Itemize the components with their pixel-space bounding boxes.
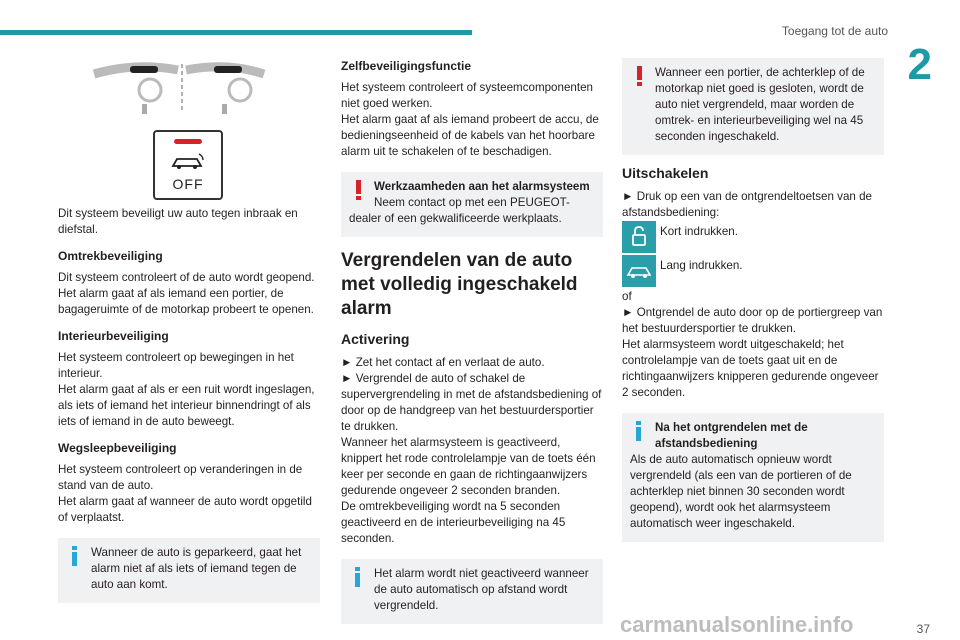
interior-text-2: Het alarm gaat af als er een ruit wordt ingeslagen, als iets of iemand het interieur binnendringt of als iets of iemand in de auto beweegt. bbox=[58, 383, 315, 428]
long-press-row bbox=[622, 255, 884, 289]
disable-step-2: ► Ontgrendel de auto door op de portiergreep van het bestuurdersportier te drukken. bbox=[622, 306, 883, 335]
warning-note bbox=[341, 172, 603, 237]
interior-text-1: Het systeem controleert op bewegingen in het interieur. bbox=[58, 351, 294, 380]
warning-icon bbox=[630, 65, 648, 87]
alarm-off-button-illustration bbox=[153, 130, 223, 200]
info-note-3-text: Als de auto automatisch opnieuw wordt vergrendeld (als een van de portieren of de achterklep niet binnen 30 seconden wordt geopend), wordt ook het alarmsysteem automatisch weer ingeschakeld. bbox=[630, 453, 852, 530]
column-2 bbox=[341, 58, 603, 632]
disable-step-1: ► Druk op een van de ontgrendeltoetsen van de afstandsbediening: bbox=[622, 190, 872, 219]
info-icon bbox=[66, 545, 84, 567]
warning-icon bbox=[349, 179, 367, 201]
activation-step-2: ► Vergrendel de auto of schakel de supervergrendeling in met de afstandsbediening of door op de handgreep van het bestuurdersportier te drukken. bbox=[341, 372, 602, 433]
info-note-2 bbox=[341, 559, 603, 624]
long-press-label: Lang indrukken. bbox=[660, 259, 743, 272]
info-note-2-text: Het alarm wordt niet geactiveerd wanneer de auto automatisch op afstand wordt vergrendeld. bbox=[374, 567, 589, 612]
tow-text-1: Het systeem controleert op veranderingen in de stand van de auto. bbox=[58, 463, 303, 492]
info-note bbox=[58, 538, 320, 603]
info-icon bbox=[630, 420, 648, 442]
warning-note-2 bbox=[622, 58, 884, 155]
info-icon bbox=[349, 566, 367, 588]
disable-heading: Uitschakelen bbox=[622, 165, 709, 181]
car-alarm-icon bbox=[170, 152, 206, 172]
page-number: 37 bbox=[916, 622, 930, 636]
header-title: Toegang tot de auto bbox=[781, 24, 888, 38]
column-3 bbox=[622, 58, 884, 550]
short-press-label: Kort indrukken. bbox=[660, 225, 738, 238]
intro-text: Dit systeem beveiligt uw auto tegen inbraak en diefstal. bbox=[58, 207, 298, 236]
short-press-row bbox=[622, 221, 884, 255]
or-text: of bbox=[622, 290, 632, 303]
disable-text: Het alarmsysteem wordt uitgeschakeld; het controlelampje van de toets gaat uit en de richtingaanwijzers knipperen gedurende ongeveer 2 seconden. bbox=[622, 338, 879, 399]
activation-text-1: Wanneer het alarmsysteem is geactiveerd, knippert het rode controlelampje van de toets één keer per seconde en gaan de richtingaanwijzers gedurende ongeveer 2 seconden branden. bbox=[341, 436, 596, 497]
chapter-number: 2 bbox=[907, 40, 932, 89]
activation-heading: Activering bbox=[341, 331, 410, 347]
warning-note-title: Werkzaamheden aan het alarmsysteem bbox=[374, 180, 590, 193]
off-label: OFF bbox=[172, 176, 204, 192]
self-protection-text-1: Het systeem controleert of systeemcomponenten niet goed werken. bbox=[341, 81, 593, 110]
column-1 bbox=[58, 58, 320, 611]
tow-text-2: Het alarm gaat af wanneer de auto wordt opgetild of verplaatst. bbox=[58, 495, 312, 524]
activation-step-1: ► Zet het contact af en verlaat de auto. bbox=[341, 356, 545, 369]
info-note-text: Wanneer de auto is geparkeerd, gaat het alarm niet af als iets of iemand tegen de auto aan komt. bbox=[91, 546, 302, 591]
tow-heading: Wegsleepbeveiliging bbox=[58, 441, 177, 455]
activation-text-2: De omtrekbeveiliging wordt na 5 seconden geactiveerd en de interieurbeveiliging na 45 seconden. bbox=[341, 500, 566, 545]
info-note-3-title: Na het ontgrendelen met de afstandsbediening bbox=[655, 421, 808, 450]
self-protection-text-2: Het alarm gaat af als iemand probeert de accu, de bedieningseenheid of de kabels van het hoorbare alarm uit te schakelen of te beschadigen. bbox=[341, 113, 599, 158]
warning-note-2-text: Wanneer een portier, de achterklep of de motorkap niet goed is gesloten, wordt de auto niet vergrendeld, maar worden de omtrek- en interieurbeveiliging wel na 45 seconden ingeschakeld. bbox=[655, 66, 865, 143]
info-note-3 bbox=[622, 413, 884, 542]
car-unlock-key-icon bbox=[622, 255, 656, 287]
interior-mirror-illustration bbox=[88, 58, 268, 120]
watermark: carmanualsonline.info bbox=[620, 612, 854, 637]
red-indicator-light bbox=[174, 139, 202, 144]
unlock-key-icon bbox=[622, 221, 656, 253]
alarm-figure bbox=[58, 58, 320, 206]
interior-heading: Interieurbeveiliging bbox=[58, 329, 169, 343]
warning-note-text: Neem contact op met een PEUGEOT-dealer of een gekwalificeerde werkplaats. bbox=[349, 196, 570, 225]
perimeter-text: Dit systeem controleert of de auto wordt geopend. Het alarm gaat af als iemand een portier, de bagageruimte of de motorkap probeert te openen. bbox=[58, 271, 315, 316]
header-accent-bar bbox=[0, 30, 472, 35]
self-protection-heading: Zelfbeveiligingsfunctie bbox=[341, 59, 472, 73]
section-heading: Vergrendelen van de auto met volledig ingeschakeld alarm bbox=[341, 250, 578, 319]
perimeter-heading: Omtrekbeveiliging bbox=[58, 249, 163, 263]
